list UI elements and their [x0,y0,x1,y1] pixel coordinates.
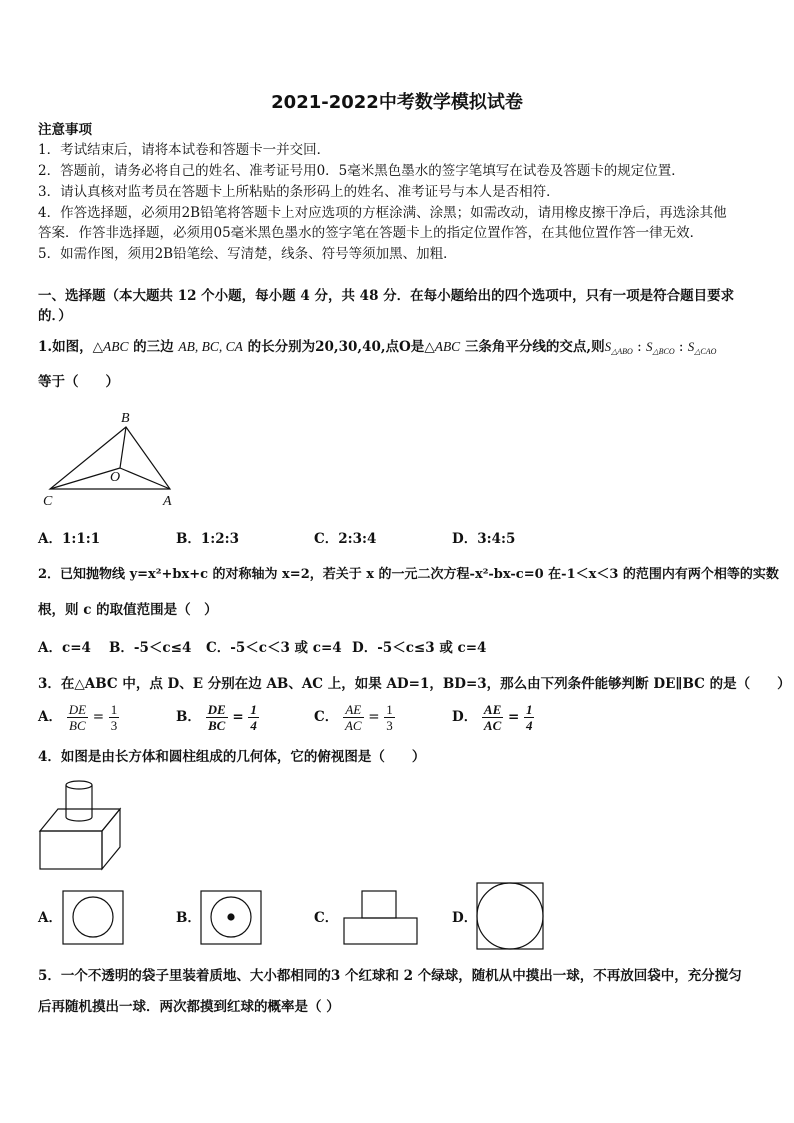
notice-line-3: 3．请认真核对监考员在答题卡上所粘贴的条形码上的姓名、准考证号与本人是否相符． [38,184,560,200]
question-4-stem: 4．如图是由长方体和圆柱组成的几何体，它的俯视图是（ ） [38,749,426,765]
q3-option-c-ratio: $\frac{AE}{AC}$ [344,702,362,733]
question-1-stem [38,338,716,361]
box-front-face [40,831,102,869]
section-heading-line-2: 的．） [38,308,72,324]
q4-option-b-label[interactable]: B． [176,910,201,926]
q3-option-a-value: $\frac{1}{3}$ [110,702,118,733]
q1-area-1: $S_{\triangle ABO}$ [604,339,633,356]
option-a-square [63,891,123,944]
q3-option-b-value: $\frac{1}{4}$ [250,702,257,733]
cylinder-top [66,781,92,789]
q3-option-b[interactable] [176,702,259,733]
q3-option-d-value: $\frac{1}{4}$ [525,702,533,733]
q1-mid-1: 的三边 [128,339,179,355]
question-2-line-1: 2．已知抛物线 y=x²+bx+c 的对称轴为 x=2，若关于 x 的一元二次方程-x²-bx-c=0 在-1＜x＜3 的范围内有两个相等的实数 [38,567,779,582]
page-title: 2021-2022中考数学模拟试卷 [271,92,523,113]
q1-option-b[interactable]: B．1:2:3 [176,531,240,547]
q3-option-c[interactable] [314,702,395,733]
question-2-line-2: 根，则 c 的取值范围是（ ） [38,602,218,618]
bisector-bo [120,427,126,468]
q4-option-figures [0,0,1,1]
q3-option-d-ratio: $\frac{AE}{AC}$ [483,702,502,733]
q2-option-b[interactable]: B．-5＜c≤4 [109,640,192,656]
q2-option-c[interactable]: C．-5＜c＜3 或 c=4 [206,640,342,656]
notice-line-2: 2．答题前，请务必将自己的姓名、准考证号用0．5毫米黑色墨水的签字笔填写在试卷及答题卡的规定位置． [38,163,685,179]
q1-option-c[interactable]: C．2:3:4 [314,531,377,547]
cylinder-bottom [66,817,92,821]
option-d-circle [477,883,543,949]
q4-option-d-label[interactable]: D． [452,910,478,926]
q1-prefix: 1.如图， [38,339,93,355]
q2-option-a[interactable]: A．c=4 [38,640,91,656]
question-5-line-1: 5．一个不透明的袋子里装着质地、大小都相同的3 个红球和 2 个绿球，随机从中摸出一球，不再放回袋中，充分搅匀 [38,968,742,984]
q4-option-c-label[interactable]: C． [314,910,339,926]
section-heading-line-1: 一、选择题（本大题共 12 个小题，每小题 4 分，共 48 分．在每小题给出的四个选项中，只有一项是符合题目要求 [38,288,735,304]
q3-option-d-label: D． [452,709,478,725]
q3-option-d[interactable] [452,702,534,733]
q1-mid-2: 的长分别为20,30,40,点O是 [242,339,425,355]
question-1-suffix: 等于（ ） [38,374,119,390]
option-a-circle [73,897,113,937]
notice-line-1: 1．考试结束后，请将本试卷和答题卡一并交回． [38,142,331,158]
box-top-face [40,809,120,831]
q1-area-3: $S_{\triangle CAO}$ [687,339,717,356]
option-c-box [344,918,417,944]
q1-area-2: $S_{\triangle BCO}$ [645,339,675,356]
question-3-stem: 3．在△ABC 中，点 D、E 分别在边 AB、AC 上，如果 AD=1，BD=3，那么由下列条件能够判断 DE∥BC 的是（ ） [38,676,791,692]
notice-line-4: 4．作答选择题，必须用2B铅笔将答题卡上对应选项的方框涂满、涂黑；如需改动，请用橡皮擦干净后，再选涂其他 [38,205,727,221]
q3-option-c-eq: = [368,709,380,725]
question-5-line-2: 后再随机摸出一球．两次都摸到红球的概率是（ ） [38,999,340,1015]
q3-option-b-label: B． [176,709,201,725]
label-c: C [43,494,53,509]
q1-triangle-1: △ABC [92,339,129,354]
label-b: B [121,411,130,426]
q1-triangle-2: △ABC [424,339,461,354]
q3-option-d-eq: = [507,709,520,725]
q3-option-c-label: C． [314,709,339,725]
q3-option-b-ratio: $\frac{DE}{BC}$ [207,702,226,733]
q4-option-a-label[interactable]: A． [38,910,62,926]
q3-option-a-eq: = [92,709,105,725]
q3-option-a-ratio: $\frac{DE}{BC}$ [68,702,87,733]
q1-colon-1: : [632,339,646,355]
q3-option-a-label: A． [38,709,62,725]
q1-option-d[interactable]: D．3:4:5 [452,531,516,547]
q1-mid-3: 三条角平分线的交点,则 [460,339,605,355]
q3-option-c-value: $\frac{1}{3}$ [386,702,393,733]
option-b-center-dot [228,914,234,920]
q2-option-d[interactable]: D．-5＜c≤3 或 c=4 [352,640,487,656]
option-c-cylinder [362,891,396,918]
notice-heading: 注意事项 [38,122,92,138]
q3-option-b-eq: = [232,709,244,725]
notice-line-6: 5．如需作图，须用2B铅笔绘、写清楚，线条、符号等须加黑、加粗． [38,246,457,262]
label-o: O [110,470,121,485]
q1-option-a[interactable]: A．1:1:1 [38,531,101,547]
q3-option-a[interactable] [38,702,119,733]
label-a: A [163,494,172,509]
q1-colon-2: : [674,339,688,355]
q1-sides: AB, BC, CA [178,339,243,354]
box-right-face [102,809,120,869]
notice-line-5: 答案．作答非选择题，必须用05毫米黑色墨水的签字笔在答题卡上的指定位置作答，在其他位置作答一律无效． [38,225,704,241]
